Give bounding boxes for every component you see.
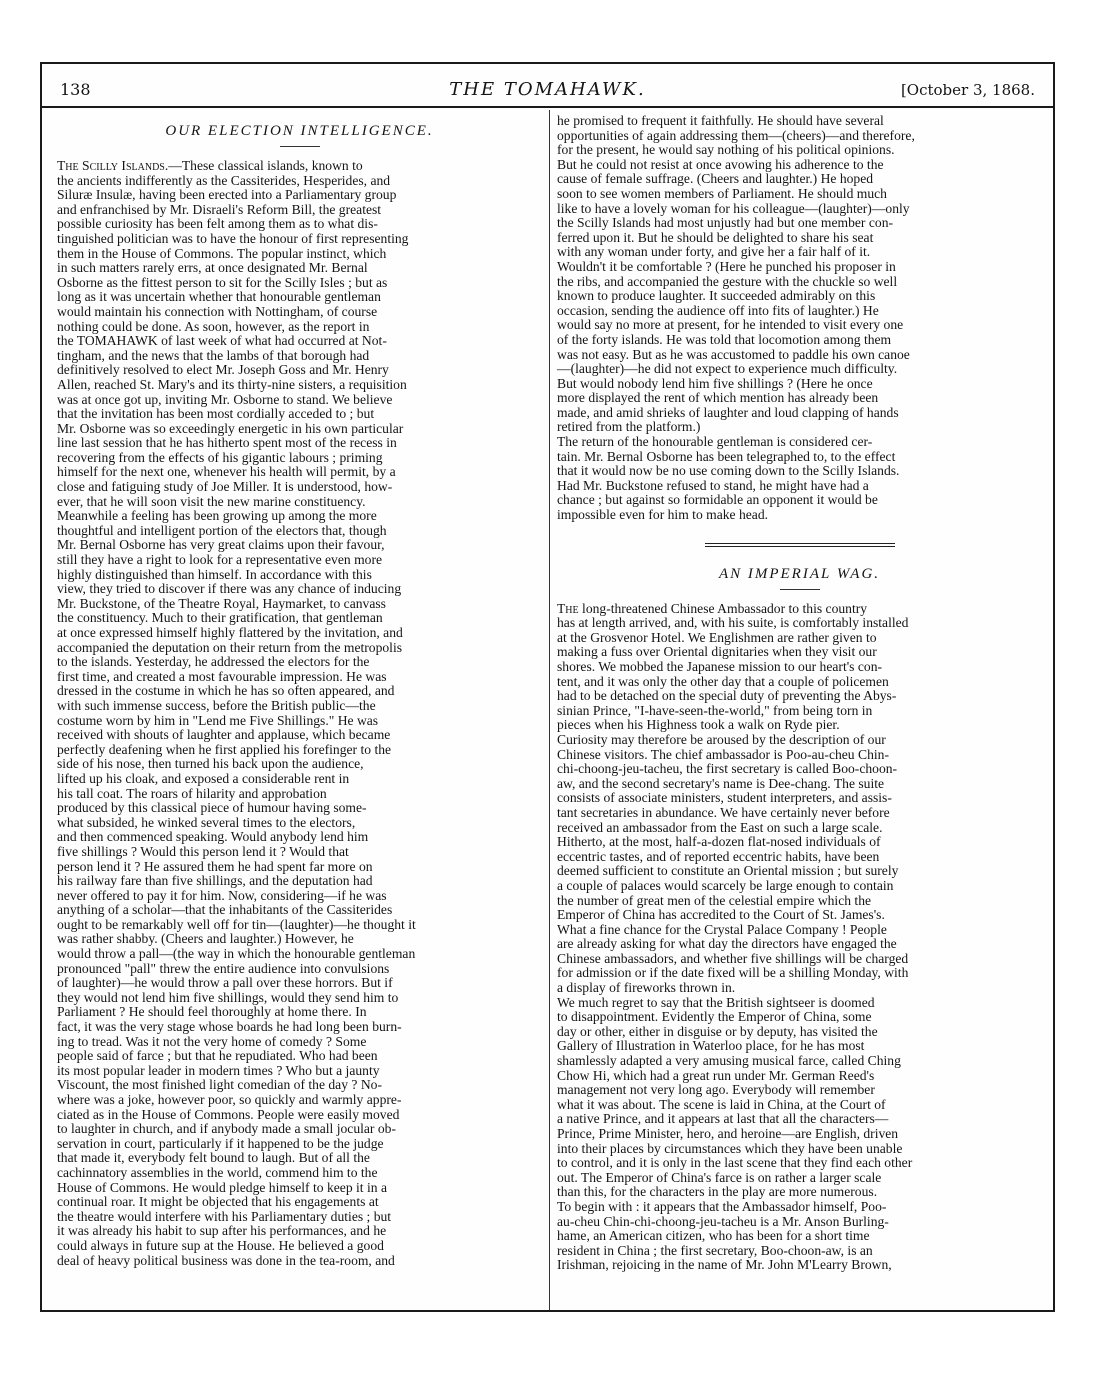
title-rule — [780, 589, 820, 590]
article-title-election: OUR ELECTION INTELLIGENCE. — [165, 123, 434, 139]
article-paragraph: he promised to frequent it faithfully. He should have several opportunities of again addressing them—(cheers)—and therefore, for the present, he would say nothing of his political opinions. But he could not resist at once avowing his adherence to the cause of female suffrage. (Cheers and laughter.) He hoped soon to see women members of Parliament. He should much like to have a lovely woman for his colleague—(laughter)—only the Scilly Islands had most unjustly had but one member con- ferred upon it. But he should be delighted to share his seat with any woman under forty, and give her a fair half of it. Wouldn't it be comfortable ? (Here he punched his proposer in the ribs, and accompanied the gesture with the chuckle so well known to produce laughter. It succeeded admirably on this occasion, sending the audience off into fits of laughter.) He would say no more at present, for he intended to visit every one of the forty islands. He was told that locomotion among them was not easy. But as he was accustomed to paddle his own canoe —(laughter)—he did not expect to experience much difficulty. But would nobody lend him five shillings ? (Here he once more displayed the rent of which mention has already been made, and amid shrieks of laughter and loud clapping of hands retired from the platform.) — [557, 113, 915, 435]
column-divider — [549, 110, 550, 1310]
running-head — [40, 80, 1055, 104]
page-number: 138 — [60, 80, 91, 99]
article-paragraph — [557, 602, 1042, 733]
masthead-title: THE TOMAHAWK. — [449, 79, 646, 100]
article-paragraph: The return of the honourable gentleman is considered cer- tain. Mr. Bernal Osborne has been telegraphed to, to the effect that it would now be no use coming down to the Scilly Islands. Had Mr. Buckstone refused to stand, he might have had a chance ; but against so formidable an opponent it would be impossible even for him to make head. — [557, 434, 900, 523]
left-column — [57, 114, 542, 1268]
title-rule — [280, 146, 320, 147]
paragraph-text: —These classical islands, known to the ancients indifferently as the Cassiterides, Hesperides, and Siluræ Insulæ, having been erected into a Parliamentary group and enfranchised by Mr. Disraeli's Reform Bill, the greatest possible curiosity has been felt among them as to what dis- tinguished politician was to have the honour of first representing them in the House of Commons. The popular instinct, which in such matters rarely errs, at once designated Mr. Bernal Osborne as the fittest person to sit for the Scilly Isles ; but as long as it was uncertain whether that honourable gentleman would maintain his connection with Nottingham, of course nothing could be done. As soon, however, as the report in the TOMAHAWK of last week of what had occurred at Not- tingham, and the news that the lambs of that borough had definitively resolved to elect Mr. Joseph Goss and Mr. Henry Allen, reached St. Mary's and its thirty-nine sisters, a requisition was at once got up, inviting Mr. Osborne to stand. We believe that the invitation has been most cordially acceded to ; but Mr. Osborne was so exceedingly energetic in his own particular line last session that he has hitherto spent most of the recess in recovering from the effects of his gigantic labours ; priming himself for the next one, whenever his health will permit, by a close and fatiguing study of Joe Miller. It is understood, how- ever, that he will soon visit the new marine constituency. — [57, 158, 409, 509]
paragraph-text: long-threatened Chinese Ambassador to this country has at length arrived, and, with his suite, is comfortably installed at the Grosvenor Hotel. We Englishmen are rather given to making a fuss over Oriental dignitaries when they visit our shores. We mobbed the Japanese mission to our heart's con- tent, and it was only the other day that a couple of policemen had to be detached on the special duty of preventing the Abys- sinian Prince, "I-have-seen-the-world," from being torn in pieces when his Highness took a walk on Ryde pier. — [557, 600, 909, 733]
article-paragraph: Meanwhile a feeling has been growing up among the more thoughtful and intelligent portion of the electors that, though Mr. Bernal Osborne has very great claims upon their favour, still they have a right to look for a representative even more highly distinguished than himself. In accordance with this view, they tried to discover if there was any chance of inducing Mr. Buckstone, of the Theatre Royal, Haymarket, to canvass the constituency. Much to their gratification, that gentleman at once expressed himself highly flattered by the invitation, and accompanied the deputation on their return from the metropolis to the islands. Yesterday, he addressed the electors for the first time, and created a most favourable impression. He was dressed in the costume in which he has so often appeared, and with such immense success, before the British public—the costume worn by him in "Lend me Five Shillings." He was received with shouts of laughter and applause, which became perfectly deafening when he first applied his forefinger to the side of his nose, then turned his back upon the audience, lifted up his cloak, and exposed a considerable rent in his tall coat. The roars of hilarity and approbation produced by this classical piece of humour having some- what subsided, he winked several times to the electors, and then commenced speaking. Would anybody lend him five shillings ? Would this person lend it ? Would that person lend it ? He assured them he had spent far more on his railway fare than five shillings, and the deputation had never offered to pay it for him. Now, considering—if he was anything of a scholar—that the inhabitants of the Cassiterides ought to be remarkably well off for tin—(laughter)—he thought it was rather shabby. (Cheers and laughter.) However, he would throw a pall—(the way in which the honourable gentleman pronounced "pall" threw the entire audience into convulsions of laughter)—he would throw a pall over these horrors. But if they would not lend him five shillings, would they send him to Parliament ? He should feel thoroughly at home there. In fact, it was the very stage whose boards he had long been burn- ing to tread. Was it not the very home of comedy ? Some people said of farce ; but that he repudiated. Who had been its most popular leader in modern times ? Who but a jaunty Viscount, the most finished light comedian of the day ? No- where was a joke, however poor, so quickly and warmly appre- ciated as in the House of Commons. People were easily moved to laughter in church, and if anybody made a small jocular ob- servation in court, particularly if it happened to be the judge that made it, everybody felt bound to laugh. But of all the cachinnatory assemblies in the world, commend him to the House of Commons. He would pledge himself to keep it in a continual roar. It might be objected that his engagements at the theatre would interfere with his Parliamentary duties ; but it was already his habit to sup after his performances, and he could always in future sup at the House. He believed a good deal of heavy political business was done in the tea-room, and — [57, 508, 416, 1268]
article-paragraph: We much regret to say that the British sightseer is doomed to disappointment. Evidently the Emperor of China, some day or other, either in disguise or by deputy, has visited the Gallery of Illustration in Waterloo place, for he has most shamlessly adapted a very amusing musical farce, called Ching Chow Hi, which had a great run under Mr. German Reed's management not very long ago. Everybody will remember what it was about. The scene is laid in China, at the Court of a native Prince, and it appears at last that all the characters— Prince, Prime Minister, hero, and heroine—are English, driven into their places by circumstances which they have been unable to control, and it is only in the last scene that they find each other out. The Emperor of China's farce is on rather a larger scale than this, for the characters in the play are more numerous. To begin with : it appears that the Ambassador himself, Poo- au-cheu Chin-chi-choong-jeu-tacheu is a Mr. Anson Burling- hame, an American citizen, who has been for a short time resident in China ; the first secretary, Boo-choon-aw, is an Irishman, rejoicing in the name of Mr. John M'Learry Brown, — [557, 994, 913, 1273]
header-rule — [40, 106, 1055, 108]
article-paragraph: Curiosity may therefore be aroused by the description of our Chinese visitors. The chief ambassador is Poo-au-cheu Chin- chi-choong-jeu-tacheu, the first secretary is called Boo-choon- aw, and the second secretary's name is Dee-chang. The suite consists of associate ministers, student interpreters, and assis- tant secretaries in abundance. We have certainly never before received an ambassador from the East on such a large scale. Hitherto, at the most, half-a-dozen flat-nosed individuals of eccentric tastes, and of reported eccentric habits, have been deemed sufficient to constitute an Oriental mission ; but surely a couple of palaces would scarcely be large enough to contain the number of great men of the celestial empire which the Emperor of China has accredited to the Court of St. James's. What a fine chance for the Crystal Palace Company ! People are already asking for what day the directors have engaged the Chinese ambassadors, and whether five shillings will be charged for admission or if the date fixed will be a shilling Monday, with a display of fireworks thrown in. — [557, 731, 909, 996]
lead-in: The — [557, 600, 579, 616]
article-paragraph — [57, 159, 542, 509]
section-divider — [705, 543, 895, 547]
article-title-imperial-wag: AN IMPERIAL WAG. — [718, 565, 881, 582]
issue-date: [October 3, 1868. — [900, 81, 1035, 99]
right-column — [557, 114, 1042, 1273]
lead-in: The Scilly Islands. — [57, 158, 169, 173]
